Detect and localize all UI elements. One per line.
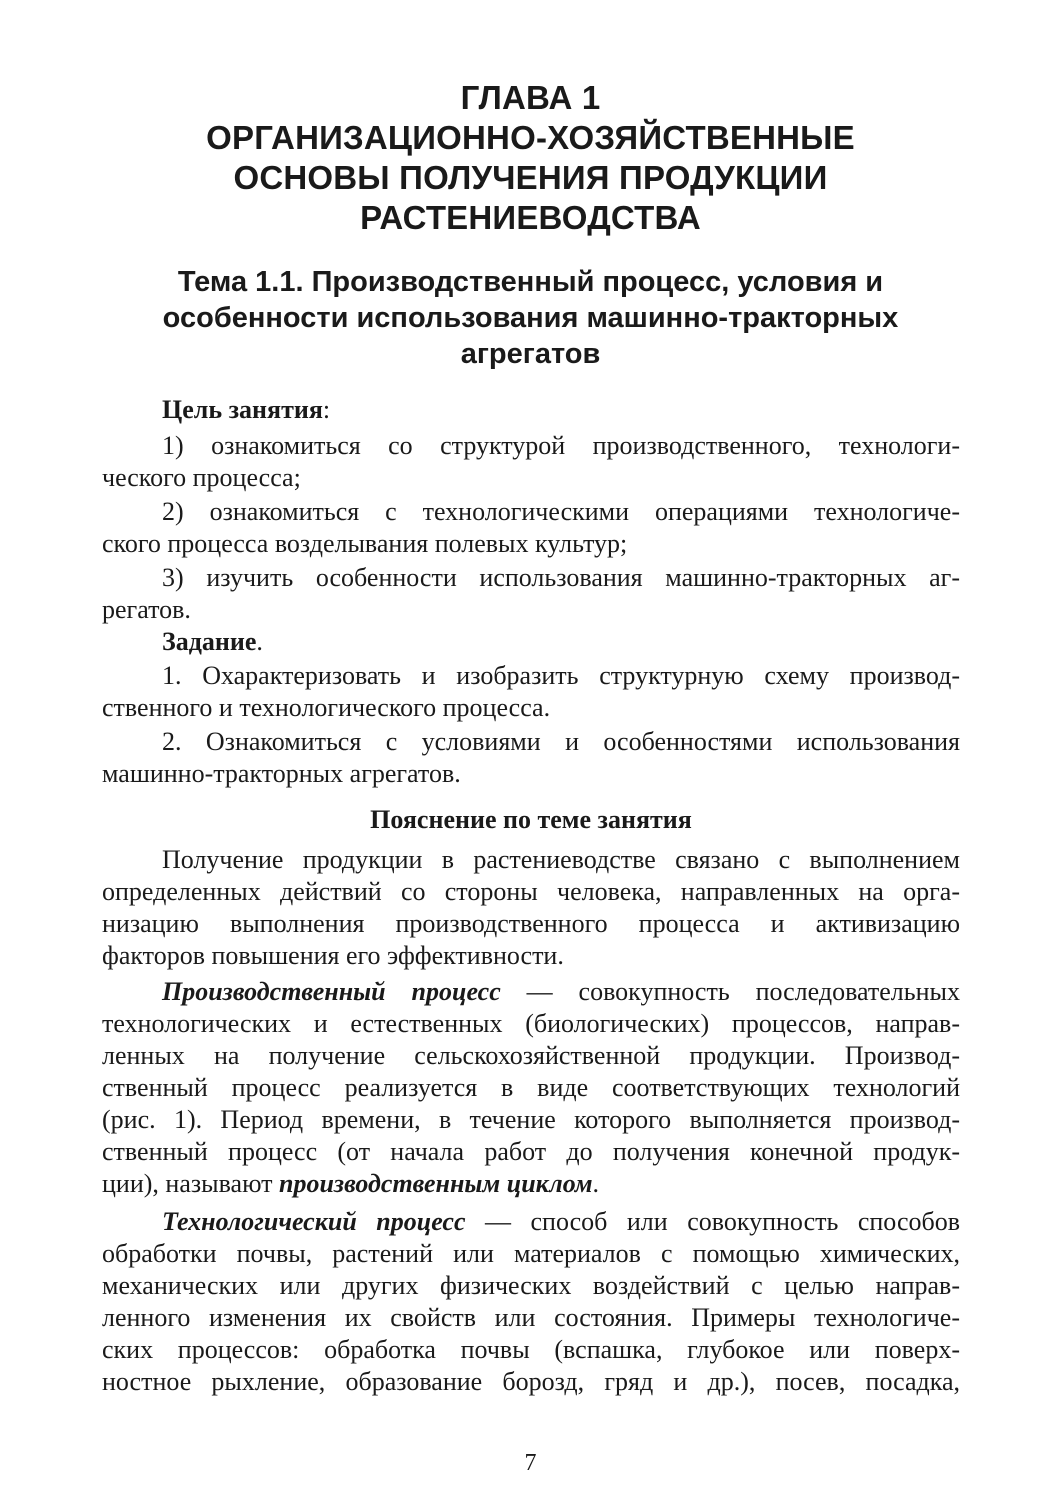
goal-item-2-line-1: 2) ознакомиться с технологическими операциями технологиче- [162,497,960,526]
topic-title-line: Тема 1.1. Производственный процесс, условия и [177,266,884,298]
goal-heading: Цель занятия: [162,395,331,424]
paragraph-1-line: факторов повышения его эффективности. [102,941,564,970]
goal-item-1-line-1: 1) ознакомиться со структурой производственного, технологи- [162,431,960,460]
paragraph-3-line: Технологический процесс — способ или совокупность способов [162,1207,960,1236]
task-item-2-line-1: 2. Ознакомиться с условиями и особенностями использования [162,727,960,756]
page-number: 7 [524,1450,537,1476]
goal-item-3-line-2: регатов. [102,595,191,624]
paragraph-3-line: ских процессов: обработка почвы (вспашка, глубокое или поверх- [102,1335,960,1364]
goal-item-2-line-2: ского процесса возделывания полевых культур; [102,529,628,558]
paragraph-3-line: ленного изменения их свойств или состояния. Примеры технологиче- [102,1303,960,1332]
chapter-title-line: ОСНОВЫ ПОЛУЧЕНИЯ ПРОДУКЦИИ [233,159,828,196]
task-heading: Задание. [162,627,263,656]
term-production-cycle: производственным циклом [279,1169,593,1198]
paragraph-2-line: технологических и естественных (биологических) процессов, направ- [102,1009,960,1038]
goal-item-1-line-2: ческого процесса; [102,463,301,492]
task-item-1-line-1: 1. Охарактеризовать и изобразить структурную схему производ- [162,661,960,690]
paragraph-1-line: определенных действий со стороны человека, направленных на орга- [102,877,960,906]
explanation-heading: Пояснение по теме занятия [370,805,692,834]
task-item-1-line-2: ственного и технологического процесса. [102,693,551,722]
chapter-title-line: ОРГАНИЗАЦИОННО-ХОЗЯЙСТВЕННЫЕ [206,119,855,156]
paragraph-3-line: обработки почвы, растений или материалов с помощью химических, [102,1239,960,1268]
term-production-process: Производственный процесс [162,977,501,1006]
chapter-title [100,78,961,238]
chapter-title-line: ГЛАВА 1 [460,79,601,116]
paragraph-2-line: ленных на получение сельскохозяйственной продукции. Производ- [102,1041,960,1070]
paragraph-2-line: Производственный процесс — совокупность последовательных [162,977,960,1006]
topic-title [100,264,961,372]
chapter-title-line: РАСТЕНИЕВОДСТВА [360,199,701,236]
paragraph-1-line: низацию выполнения производственного процесса и активизацию [102,909,960,938]
paragraph-2-line: ции), называют производственным циклом. [102,1169,600,1198]
goal-item-3-line-1: 3) изучить особенности использования машинно-тракторных аг- [162,563,960,592]
paragraph-2-line: (рис. 1). Период времени, в течение которого выполняется производ- [102,1105,960,1134]
term-technological-process: Технологический процесс [162,1207,466,1236]
paragraph-1-line: Получение продукции в растениеводстве связано с выполнением [162,845,960,874]
task-item-2-line-2: машинно-тракторных агрегатов. [102,759,461,788]
topic-title-line: особенности использования машинно-тракторных [162,302,899,334]
paragraph-2-line: ственный процесс реализуется в виде соответствующих технологий [102,1073,960,1102]
paragraph-3-line: ностное рыхление, образование борозд, гряд и др.), посев, посадка, [102,1367,960,1396]
paragraph-2-line: ственный процесс (от начала работ до получения конечной продук- [102,1137,960,1166]
topic-title-line: агрегатов [460,338,601,370]
paragraph-3-line: механических или других физических воздействий с целью направ- [102,1271,960,1300]
